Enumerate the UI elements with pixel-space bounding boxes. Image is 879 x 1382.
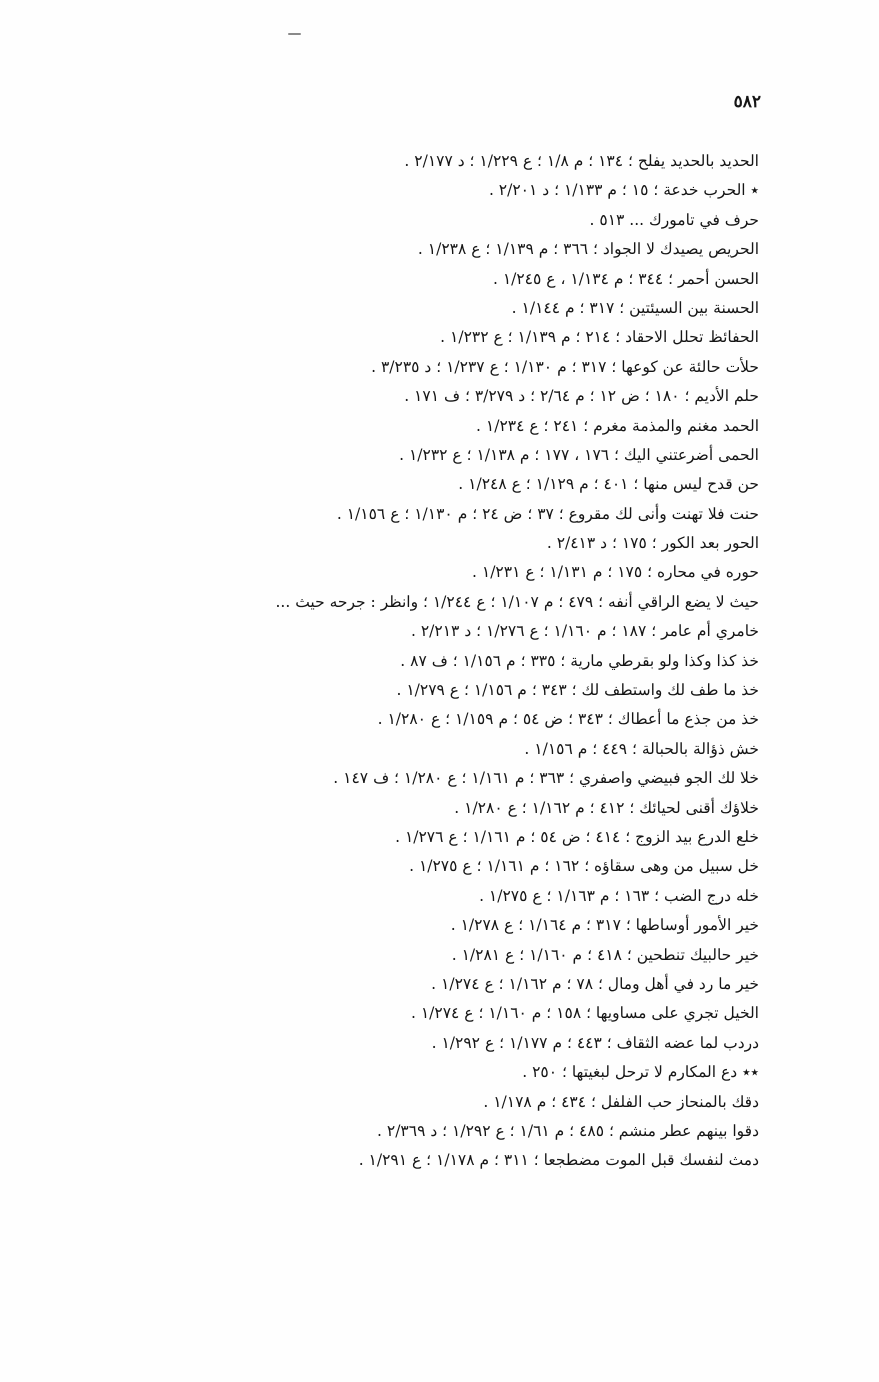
index-entry: خير ما رد في أهل ومال ؛ ٧٨ ؛ م ١/١٦٢ ؛ ع ١/٢٧٤ .	[431, 974, 759, 993]
index-entry: خير الأمور أوساطها ؛ ٣١٧ ؛ م ١/١٦٤ ؛ ع ١/٢٧٨ .	[450, 916, 759, 935]
index-entry: الحديد بالحديد يفلح ؛ ١٣٤ ؛ م ١/٨ ؛ ع ١/٢٢٩ ؛ د ٢/١٧٧ .	[404, 152, 759, 170]
index-entry: خلا لك الجو فبيضي واصفري ؛ ٣٦٣ ؛ م ١/١٦١ ؛ ع ١/٢٨٠ ؛ ف ١٤٧ .	[333, 769, 759, 788]
index-entry: ٭ الحرب خدعة ؛ ١٥ ؛ م ١/١٣٣ ؛ د ٢/٢٠١ .	[488, 181, 759, 200]
proverb-index-list	[29, 147, 759, 1176]
index-entry: دردب لما عضه الثقاف ؛ ٤٤٣ ؛ م ١/١٧٧ ؛ ع ١/٢٩٢ .	[431, 1033, 759, 1052]
index-entry: الحسن أحمر ؛ ٣٤٤ ؛ م ١/١٣٤ ، ع ١/٢٤٥ .	[492, 269, 759, 288]
index-entry: خامري أم عامر ؛ ١٨٧ ؛ م ١/١٦٠ ؛ ع ١/٢٧٦ ؛ د ٢/٢١٣ .	[411, 622, 759, 641]
index-entry: خذ من جذع ما أعطاك ؛ ٣٤٣ ؛ ض ٥٤ ؛ م ١/١٥٩ ؛ ع ١/٢٨٠ .	[377, 710, 759, 729]
index-entry: الحمد مغنم والمذمة مغرم ؛ ٢٤١ ؛ ع ١/٢٣٤ .	[476, 416, 759, 435]
index-entry: حوره في محاره ؛ ١٧٥ ؛ م ١/١٣١ ؛ ع ١/٢٣١ .	[472, 563, 759, 582]
index-entry: حيث لا يضع الراقي أنفه ؛ ٤٧٩ ؛ م ١/١٠٧ ؛ ع ١/٢٤٤ ؛ وانظر : جرحه حيث ...	[275, 592, 759, 611]
index-entry: الحريص يصيدك لا الجواد ؛ ٣٦٦ ؛ م ١/١٣٩ ؛ ع ١/٢٣٨ .	[417, 240, 759, 259]
index-entry: دمث لنفسك قبل الموت مضطجعا ؛ ٣١١ ؛ م ١/١٧٨ ؛ ع ١/٢٩١ .	[358, 1151, 759, 1170]
index-entry: خذ ما طف لك واستطف لك ؛ ٣٤٣ ؛ م ١/١٥٦ ؛ ع ١/٢٧٩ .	[396, 681, 759, 700]
index-entry: الحمى أضرعتني اليك ؛ ١٧٦ ، ١٧٧ ؛ م ١/١٣٨ ؛ ع ١/٢٣٢ .	[399, 445, 759, 464]
index-entry: خذ كذا وكذا ولو بقرطي مارية ؛ ٣٣٥ ؛ م ١/١٥٦ ؛ ف ٨٧ .	[400, 651, 759, 670]
index-entry: حن قدح ليس منها ؛ ٤٠١ ؛ م ١/١٢٩ ؛ ع ١/٢٤٨ .	[458, 475, 759, 494]
index-entry: الحسنة بين السيئتين ؛ ٣١٧ ؛ م ١/١٤٤ .	[511, 298, 759, 317]
index-entry: الحفائظ تحلل الاحقاد ؛ ٢١٤ ؛ م ١/١٣٩ ؛ ع ١/٢٣٢ .	[440, 328, 759, 347]
index-entry: خير حالبيك تنطحين ؛ ٤١٨ ؛ م ١/١٦٠ ؛ ع ١/٢٨١ .	[451, 945, 759, 964]
index-entry: الخيل تجري على مساويها ؛ ١٥٨ ؛ م ١/١٦٠ ؛ ع ١/٢٧٤ .	[410, 1004, 759, 1023]
index-entry: حرف في تامورك ... ٥١٣ .	[589, 210, 759, 229]
index-entry: حلم الأديم ؛ ١٨٠ ؛ ض ١٢ ؛ م ٢/٦٤ ؛ د ٣/٢٧٩ ؛ ف ١٧١ .	[404, 387, 759, 406]
index-entry: ٭٭ دع المكارم لا ترحل لبغيتها ؛ ٢٥٠ .	[522, 1063, 759, 1082]
index-entry: خلاؤك أقنى لحيائك ؛ ٤١٢ ؛ م ١/١٦٢ ؛ ع ١/٢٨٠ .	[454, 798, 759, 817]
index-entry: خش ذؤالة بالحبالة ؛ ٤٤٩ ؛ م ١/١٥٦ .	[524, 739, 759, 758]
ink-speck	[288, 33, 301, 35]
index-entry: خل سبيل من وهى سقاؤه ؛ ١٦٢ ؛ م ١/١٦١ ؛ ع ١/٢٧٥ .	[409, 857, 759, 876]
index-entry: خله درج الضب ؛ ١٦٣ ؛ م ١/١٦٣ ؛ ع ١/٢٧٥ .	[479, 886, 759, 905]
index-entry: حلأت حالئة عن كوعها ؛ ٣١٧ ؛ م ١/١٣٠ ؛ ع ١/٢٣٧ ؛ د ٣/٢٣٥ .	[371, 357, 759, 376]
page-number: ٥٨٢	[733, 92, 761, 112]
index-entry: حنت فلا تهنت وأنى لك مقروع ؛ ٣٧ ؛ ض ٢٤ ؛ م ١/١٣٠ ؛ ع ١/١٥٦ .	[336, 504, 759, 523]
index-entry: خلع الدرع بيد الزوج ؛ ٤١٤ ؛ ض ٥٤ ؛ م ١/١٦١ ؛ ع ١/٢٧٦ .	[395, 827, 759, 846]
index-entry: الحور بعد الكور ؛ ١٧٥ ؛ د ٢/٤١٣ .	[546, 534, 759, 553]
index-entry: دقوا بينهم عطر منشم ؛ ٤٨٥ ؛ م ١/٦١ ؛ ع ١/٢٩٢ ؛ د ٢/٣٦٩ .	[377, 1121, 759, 1140]
index-entry: دقك بالمنحاز حب الفلفل ؛ ٤٣٤ ؛ م ١/١٧٨ .	[483, 1092, 759, 1111]
